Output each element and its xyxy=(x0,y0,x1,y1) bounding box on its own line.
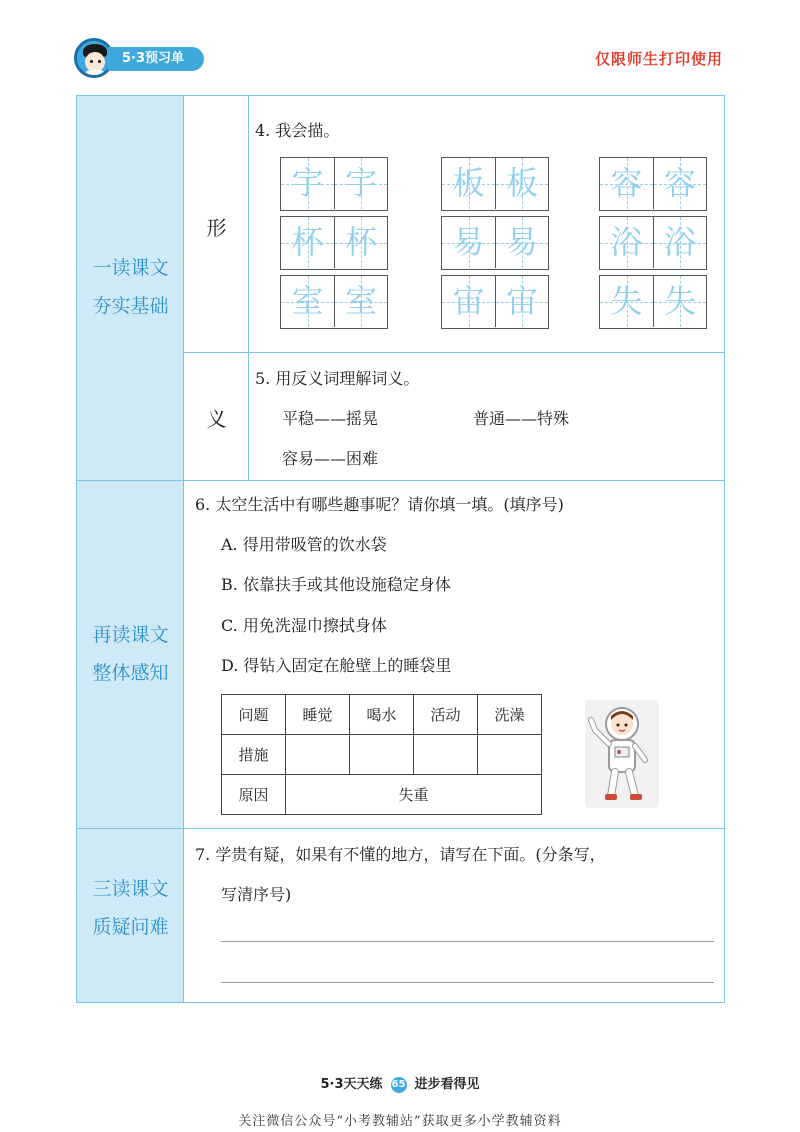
answer-cell[interactable] xyxy=(350,735,414,775)
tracing-cell[interactable]: 宙 xyxy=(495,276,548,327)
tracing-cell[interactable]: 杯 xyxy=(334,217,387,268)
antonym-pair-2: 普通——特殊 xyxy=(473,409,570,428)
section-1-line1: 一读课文 xyxy=(92,257,169,279)
header-cell-sleep: 睡觉 xyxy=(286,695,350,735)
tracing-cell[interactable]: 宙 xyxy=(442,276,495,327)
answer-line[interactable] xyxy=(221,982,714,983)
tracing-cell[interactable]: 易 xyxy=(442,217,495,268)
tracing-cell[interactable]: 杯 xyxy=(281,217,334,268)
reason-value: 失重 xyxy=(286,775,542,815)
section-3-label xyxy=(77,870,184,946)
tracing-cell[interactable]: 室 xyxy=(281,276,334,327)
sub-divider xyxy=(184,352,724,353)
page-footer xyxy=(0,1073,800,1093)
row-label-measures: 措施 xyxy=(222,735,286,775)
tracing-grid xyxy=(280,216,388,270)
tracing-cell[interactable]: 室 xyxy=(334,276,387,327)
section-3-line1: 三读课文 xyxy=(92,878,169,900)
tracing-cell[interactable]: 浴 xyxy=(600,217,653,268)
header-cell-bath: 洗澡 xyxy=(478,695,542,735)
table-row xyxy=(222,695,542,735)
question-5-title: 5. 用反义词理解词义。 xyxy=(255,369,420,388)
header-cell-drink: 喝水 xyxy=(350,695,414,735)
section-3-line2: 质疑问难 xyxy=(92,916,169,938)
tracing-grid xyxy=(441,275,549,329)
question-7-line1: 7. 学贵有疑，如果有不懂的地方，请写在下面。(分条写， xyxy=(195,845,606,864)
tracing-cell[interactable]: 失 xyxy=(600,276,653,327)
section-2-line1: 再读课文 xyxy=(92,624,169,646)
tracing-cell[interactable]: 容 xyxy=(600,158,653,209)
section-2-line2: 整体感知 xyxy=(92,662,169,684)
footer-left: 5·3天天练 xyxy=(320,1077,383,1092)
tracing-cell[interactable]: 宇 xyxy=(281,158,334,209)
tracing-cell[interactable]: 宇 xyxy=(334,158,387,209)
page-header xyxy=(0,0,800,80)
question-6-title: 6. 太空生活中有哪些趣事呢？请你填一填。(填序号) xyxy=(195,495,564,514)
row-label-reason: 原因 xyxy=(222,775,286,815)
tracing-grid xyxy=(280,157,388,211)
answer-cell[interactable] xyxy=(286,735,350,775)
measures-table xyxy=(221,694,542,815)
tracing-cell[interactable]: 容 xyxy=(653,158,706,209)
astronaut-illustration-icon xyxy=(585,700,659,808)
tracing-cell[interactable]: 板 xyxy=(495,158,548,209)
answer-line[interactable] xyxy=(221,941,714,942)
tracing-grid xyxy=(599,275,707,329)
tracing-grid xyxy=(599,216,707,270)
tracing-cell[interactable]: 易 xyxy=(495,217,548,268)
question-4-title: 4. 我会描。 xyxy=(255,121,340,140)
tracing-grid xyxy=(441,157,549,211)
table-row xyxy=(222,775,542,815)
sub-label-meaning: 义 xyxy=(206,407,227,431)
question-7-line2: 写清序号) xyxy=(221,885,292,904)
section-divider xyxy=(77,828,724,829)
bottom-note: 关注微信公众号“小考教辅站”获取更多小学教辅资料 xyxy=(238,1114,562,1129)
table-row xyxy=(222,735,542,775)
series-badge: 5·3预习单 xyxy=(108,47,204,71)
option-c: C. 用免洗湿巾擦拭身体 xyxy=(221,616,387,635)
option-d: D. 得钻入固定在舱壁上的睡袋里 xyxy=(221,656,452,675)
tracing-grid xyxy=(441,216,549,270)
section-1-label xyxy=(77,249,184,325)
option-b: B. 依靠扶手或其他设施稳定身体 xyxy=(221,575,451,594)
header-cell-problem: 问题 xyxy=(222,695,286,735)
section-1-line2: 夯实基础 xyxy=(92,295,169,317)
tracing-cell[interactable]: 失 xyxy=(653,276,706,327)
antonym-pair-3: 容易——困难 xyxy=(282,449,379,468)
antonym-pair-1: 平稳——摇晃 xyxy=(282,409,379,428)
section-2-label xyxy=(77,616,184,692)
sub-label-shape: 形 xyxy=(206,216,227,240)
section-label-column xyxy=(77,96,184,1002)
header-cell-activity: 活动 xyxy=(414,695,478,735)
option-a: A. 得用带吸管的饮水袋 xyxy=(221,535,387,554)
section-divider xyxy=(77,480,724,481)
tracing-cell[interactable]: 板 xyxy=(442,158,495,209)
tracing-grid xyxy=(280,275,388,329)
answer-cell[interactable] xyxy=(478,735,542,775)
usage-restriction: 仅限师生打印使用 xyxy=(594,50,723,68)
footer-right: 进步看得见 xyxy=(414,1077,480,1092)
tracing-cell[interactable]: 浴 xyxy=(653,217,706,268)
answer-cell[interactable] xyxy=(414,735,478,775)
page-number: 65 xyxy=(391,1077,407,1093)
tracing-grid xyxy=(599,157,707,211)
